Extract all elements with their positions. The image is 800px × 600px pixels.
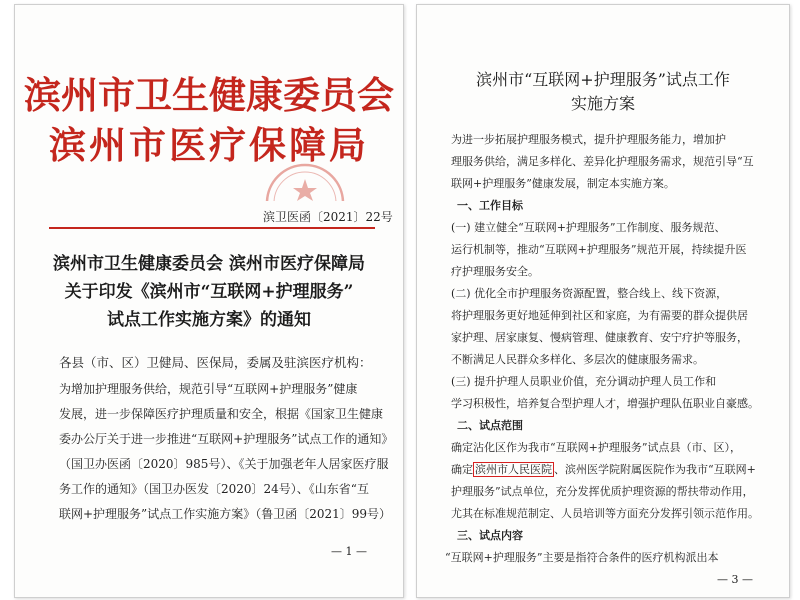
body-line: 务工作的通知》（国卫办医发〔2020〕24号）、《山东省“互: [59, 482, 369, 496]
intro-line: 理服务供给，满足多样化、差异化护理服务需求，规范引导“互: [451, 155, 754, 168]
section-line: 学习积极性，培养复合型护理人才，增强护理队伍职业自豪感。: [451, 397, 759, 410]
body-line: 发展，进一步保障医疗护理质量和安全，根据《国家卫生健康: [59, 407, 384, 421]
notice-title-line-2: 关于印发《滨州市“互联网+护理服务”: [64, 282, 354, 302]
section-line: 确定沾化区作为我市“互联网+护理服务”试点县（市、区），: [451, 441, 741, 454]
body-line: 委办公厅关于进一步推进“互联网+护理服务”试点工作的通知》: [59, 432, 394, 446]
notice-title-line-3: 试点工作实施方案》的通知: [107, 310, 311, 330]
section-heading-goals: 一、工作目标: [457, 199, 523, 212]
intro-line: 联网+护理服务”健康发展，制定本实施方案。: [451, 177, 675, 190]
section-line: 尤其在标准规范制定、人员培训等方面充分发挥引领示范作用。: [451, 507, 759, 520]
section-heading-content: 三、试点内容: [457, 529, 523, 542]
body-line: （国卫办医函〔2020〕985号）、《关于加强老年人居家医疗服: [59, 457, 389, 471]
document-number: 滨卫医函〔2021〕22号: [263, 210, 393, 224]
body-line: 为增加护理服务供给，规范引导“互联网+护理服务”健康: [59, 382, 358, 396]
line-prefix: 确定: [451, 463, 473, 476]
section-line: 运行机制等，推动“互联网+护理服务”规范开展，持续提升医: [451, 243, 747, 256]
section-line: “互联网+护理服务”主要是指符合条件的医疗机构派出本: [445, 551, 719, 564]
issuing-org-name-1: 滨州市卫生健康委员会: [24, 73, 394, 117]
section-line: 护理服务”试点单位，充分发挥优质护理资源的帮扶带动作用，: [451, 485, 754, 498]
page-number: — 1 —: [331, 545, 367, 558]
notice-title-line-1: 滨州市卫生健康委员会 滨州市医疗保障局: [53, 254, 365, 274]
plan-title-line-1: 滨州市“互联网+护理服务”试点工作: [476, 70, 730, 89]
issuing-org-name-2: 滨州市医疗保障局: [49, 123, 369, 167]
line-suffix: 、滨州医学院附属医院作为我市“互联网+: [554, 463, 756, 476]
red-divider-line: [49, 227, 375, 229]
page-number: — 3 —: [717, 573, 753, 586]
section-line-with-highlight: [451, 463, 756, 477]
section-line: (二) 优化全市护理服务资源配置，整合线上、线下资源，: [451, 287, 728, 300]
official-seal-stamp: [265, 155, 345, 201]
document-page-3: [416, 4, 790, 598]
section-heading-scope: 二、试点范围: [457, 419, 523, 432]
plan-title-line-2: 实施方案: [570, 94, 635, 113]
body-line: 联网+护理服务”试点工作实施方案》（鲁卫函〔2021〕99号）: [59, 507, 392, 521]
section-line: (一) 建立健全“互联网+护理服务”工作制度、服务规范、: [451, 221, 726, 234]
salutation: 各县（市、区）卫健局、医保局，委属及驻滨医疗机构：: [59, 355, 372, 370]
section-line: 不断满足人民群众多样化、多层次的健康服务需求。: [451, 353, 704, 366]
highlighted-hospital-name: 滨州市人民医院: [475, 463, 552, 476]
section-line: 疗护理服务安全。: [451, 265, 539, 278]
section-line: 家护理、居家康复、慢病管理、健康教育、安宁疗护等服务，: [451, 331, 748, 344]
section-line: (三) 提升护理人员职业价值，充分调动护理人员工作和: [451, 375, 717, 388]
section-line: 将护理服务更好地延伸到社区和家庭，为有需要的群众提供居: [451, 309, 748, 322]
document-page-1: [14, 4, 404, 598]
intro-line: 为进一步拓展护理服务模式，提升护理服务能力，增加护: [451, 133, 726, 146]
